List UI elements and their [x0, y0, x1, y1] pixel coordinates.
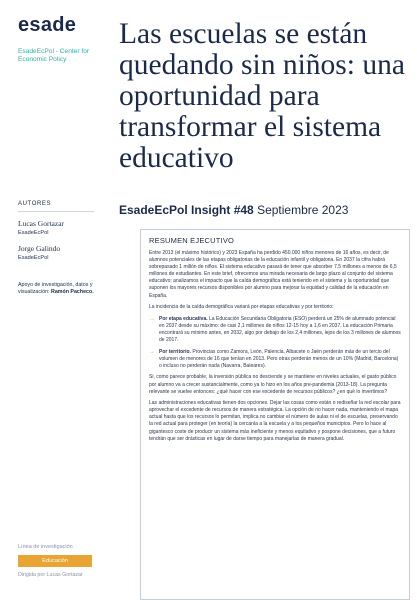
research-line-badge: Educación [18, 555, 92, 567]
arrow-right-icon: → [149, 315, 155, 322]
bullet-lead: Por etapa educativa. [159, 315, 208, 322]
summary-paragraph: Entre 2013 (el máximo histórico) y 2023 España ha perdido 450.000 niños menores de 16 años, es decir, de alumnos potenciales de las etapas obligatorias de la educación infantil y obligatoria. En 2037 la cifra habrá sobrepasado 1 millón de niños. El sistema educativo pasará de tener que absorber 7,5 millones a menos de 6,5 millones de estudiantes. En este brief, ofrecemos una mirada necesaria de largo plazo al conjunto del sistema educativo; analizamos el impacto que la caída demográfica está teniendo en el sistema y la oportunidad que suponen los mayores recursos disponibles por alumno para mejorar la equidad y calidad de la educación en España. [149, 250, 397, 299]
list-item [149, 349, 401, 370]
research-support [18, 282, 96, 296]
arrow-right-icon: → [149, 348, 155, 355]
research-line-label: Línea de investigación [18, 544, 73, 550]
support-label: Apoyo de investigación, datos y visualización: [18, 282, 93, 296]
author-name: Jorge Galindo [18, 244, 61, 253]
insight-date: Septiembre 2023 [257, 203, 349, 217]
insight-label: EsadeEcPol Insight #48 [119, 203, 254, 217]
authors-heading: AUTORES [18, 201, 52, 207]
insight-line [119, 203, 348, 217]
summary-paragraph: La incidencia de la caída demográfica variará por etapas educativas y por territorio: [149, 304, 334, 311]
author-affiliation: EsadeEcPol [18, 230, 49, 236]
executive-summary-box [140, 229, 410, 600]
bullet-lead: Por territorio. [159, 348, 191, 355]
page-title: Las escuelas se están quedando sin niños: una oportunidad para transformar el sistema educativo [119, 18, 405, 174]
summary-paragraph: Si, como parece probable, la inversión pública no desciende y se mantiene en niveles actuales, el gasto público por alumno va a crecer sustancialmente, como ya lo hizo en los años pre-pandemia (2013-18). La pregunta relevante se vuelve entonces: ¿qué hacer con ese excedente de recursos públicos? ¿en qué lo invertimos? [149, 374, 397, 395]
list-item [149, 316, 401, 344]
support-name: Ramón Pacheco. [51, 289, 94, 296]
authors-divider [18, 211, 94, 212]
center-name: EsadeEcPol - Center for Economic Policy [18, 48, 90, 64]
author-affiliation: EsadeEcPol [18, 255, 49, 261]
author-name: Lucas Gortazar [18, 219, 65, 228]
summary-heading: RESUMEN EJECUTIVO [149, 236, 235, 245]
summary-paragraph: Las administraciones educativas tienen dos opciones. Dejar las cosas como están o rediseñar la red escolar para aprovechar el excedente de recursos de manera estratégica. La opción de no hacer nada, manteniendo el mapa actual hasta que los recursos lo permitan, implica no cambiar el número de aulas ni el de escuelas, preservando la red actual para proteger (en teoría) la cercanía a la escuela y a los pequeños municipios. Pero lo hace al gigantesco coste de producir un sistema más ineficiente y menos equitativo y pospone decisiones, que a futuro tendrán que ser drásticas en lugar de darse tiempo para manejarlas de manera gradual. [149, 400, 401, 442]
esade-logo: esade [18, 14, 77, 36]
sidebar [0, 0, 100, 600]
bullet-text: La Educación Secundaria Obligatoria (ESO) perderá un 25% de alumnado potencial en 2037 desde su máximo: de casi 2,1 millones de niños 12-15 hoy a 1,6 en 2037. La educación Primaria encontrará su mínimo antes, en 2032, algo por debajo de los 2,4 millones, lejos de los 3 millones de alumnos de 2017. [159, 315, 401, 344]
bullet-text: Provincias como Zamora, León, Palencia, Albacete o Jaén perderán más de un tercio del volumen de menores de 16 que tenían en 2013. Pero otras perderán menos de un 10% (Madrid, Barcelona) o incluso no perderán nada (Navarra, Baleares). [159, 348, 399, 369]
directed-by: Dirigida por Lucas Gortazar [18, 572, 83, 578]
